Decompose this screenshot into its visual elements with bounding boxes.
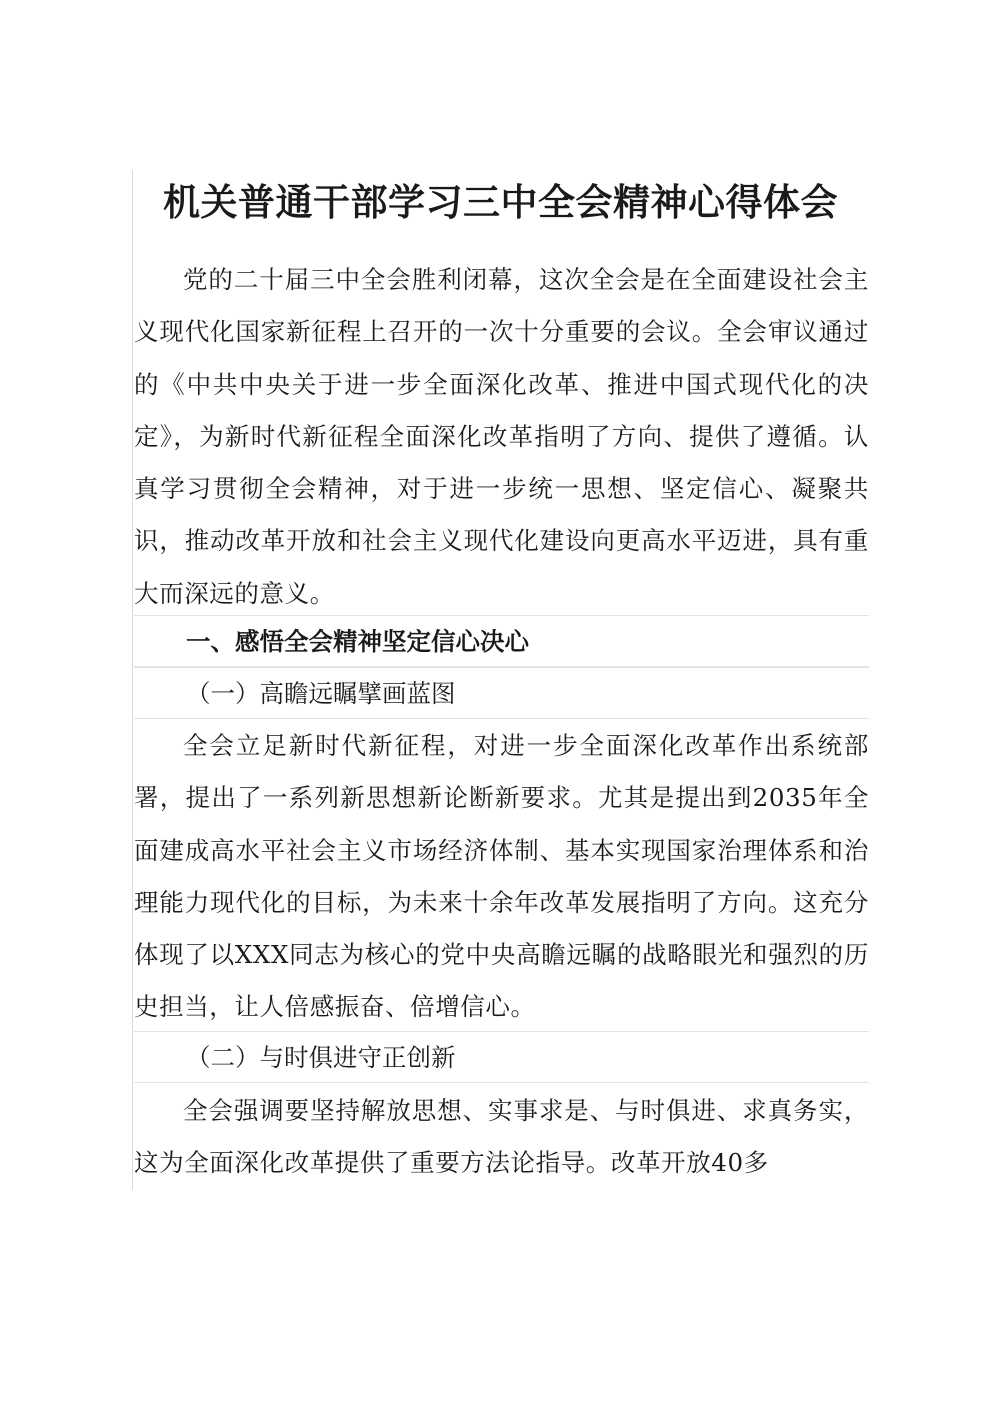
subsection-heading-1: （一）高瞻远瞩擘画蓝图	[134, 667, 869, 719]
subsection-2-paragraph	[134, 1085, 869, 1190]
subsection-2-text: 全会强调要坚持解放思想、实事求是、与时俱进、求真务实，这为全面深化改革提供了重要方法论指导。改革开放40多	[134, 1096, 869, 1178]
subsection-heading-2: （二）与时俱进守正创新	[134, 1031, 869, 1083]
section-heading-1: 一、感悟全会精神坚定信心决心	[134, 615, 869, 667]
document-title: 机关普通干部学习三中全会精神心得体会	[163, 181, 838, 224]
subsection-1-text: 全会立足新时代新征程，对进一步全面深化改革作出系统部署，提出了一系列新思想新论断新要求。尤其是提出到2035年全面建成高水平社会主义市场经济体制、基本实现国家治理体系和治理能力现代化的目标，为未来十余年改革发展指明了方向。这充分体现了以XXX同志为核心的党中央高瞻远瞩的战略眼光和强烈的历史担当，让人倍感振奋、倍增信心。	[134, 731, 869, 1022]
intro-paragraph	[134, 254, 869, 614]
intro-text: 党的二十届三中全会胜利闭幕，这次全会是在全面建设社会主义现代化国家新征程上召开的一次十分重要的会议。全会审议通过的《中共中央关于进一步全面深化改革、推进中国式现代化的决定》，为新时代新征程全面深化改革指明了方向、提供了遵循。认真学习贯彻全会精神，对于进一步统一思想、坚定信心、凝聚共识，推动改革开放和社会主义现代化建设向更高水平迈进，具有重大而深远的意义。	[134, 265, 869, 608]
margin-line	[132, 170, 133, 1190]
subsection-1-paragraph	[134, 720, 869, 1032]
